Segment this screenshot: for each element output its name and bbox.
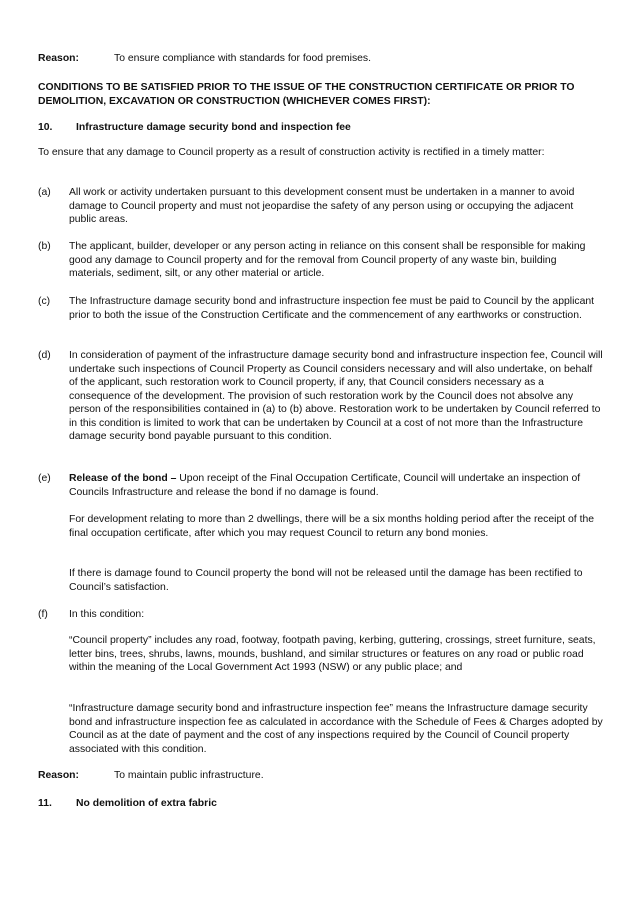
section-number: 10. — [38, 122, 53, 133]
section-10-heading — [38, 121, 603, 135]
release-of-bond-heading: Release of the bond – — [69, 473, 177, 484]
item-f-definition-council-property: “Council property” includes any road, footway, footpath paving, kerbing, guttering, crossings, street furniture, seats, letter bins, trees, shrubs, lawns, mounds, bushland, and similar structures or features on any road or public road within the meaning of the Local Government Act 1993 (NSW) or any public place; and — [69, 635, 596, 673]
item-text: The applicant, builder, developer or any person acting in reliance on this consent shall be responsible for making good any damage to Council property and for the removal from Council property of any waste bin, building materials, sediment, silt, or any other material or article. — [69, 241, 586, 279]
intro-paragraph: To ensure that any damage to Council property as a result of construction activity is rectified in a timely matter: — [38, 147, 545, 158]
condition-item-e — [38, 472, 603, 499]
reason-public-infrastructure — [38, 769, 603, 783]
reason-label: Reason: — [38, 53, 79, 64]
item-text — [69, 472, 603, 499]
section-11-heading — [38, 797, 603, 811]
item-text: In consideration of payment of the infrastructure damage security bond and infrastructure inspection fee, Council will undertake such inspections of Council Property as Council considers necessary and will also undertake, on behalf of the applicant, such restoration work to Council property, if any, that Council considers necessary as a consequence of the development. The provision of such restoration work by the Council does not absolve any person of the responsibilities contained in (a) to (b) above. Restoration work to be undertaken by Council referred to in this condition is limited to work that can be undertaken by Council at a cost of not more than the Infrastructure damage security bond payable pursuant to this condition. — [69, 350, 603, 442]
section-title: No demolition of extra fabric — [76, 798, 217, 809]
item-marker: (c) — [38, 296, 51, 307]
item-marker: (f) — [38, 609, 48, 620]
item-e-para-2: For development relating to more than 2 dwellings, there will be a six months holding period after the receipt of the final occupation certificate, after which you may request Council to return any bond monies. — [69, 514, 595, 539]
item-f-definition-security-bond: “Infrastructure damage security bond and infrastructure inspection fee” means the Infrastructure damage security bond and infrastructure inspection fee as calculated in accordance with the Schedule of Fees & Charges adopted by Council as at the date of payment and the cost of any inspections required by the Council of Council property associated with this condition. — [69, 703, 603, 755]
conditions-heading: CONDITIONS TO BE SATISFIED PRIOR TO THE ISSUE OF THE CONSTRUCTION CERTIFICATE OR PRIOR TO DEMOLITION, EXCAVATION OR CONSTRUCTION (WHICHEVER COMES FIRST): — [38, 82, 575, 107]
item-text: In this condition: — [69, 609, 145, 620]
reason-text: To ensure compliance with standards for food premises. — [114, 53, 372, 64]
release-of-bond-text: Upon receipt of the Final Occupation Certificate, Council will undertake an inspection of Councils Infrastructure and release the bond if no damage is found. — [69, 473, 581, 498]
section-title: Infrastructure damage security bond and inspection fee — [76, 122, 351, 133]
item-marker: (e) — [38, 473, 51, 484]
condition-item-c — [38, 295, 603, 322]
item-marker: (a) — [38, 187, 51, 198]
condition-item-f — [38, 608, 603, 622]
item-text: All work or activity undertaken pursuant to this development consent must be undertaken in a manner to avoid damage to Council property and must not jeopardise the safety of any person using or occupying the adjacent public areas. — [69, 187, 575, 225]
reason-label: Reason: — [38, 770, 79, 781]
reason-text: To maintain public infrastructure. — [114, 770, 264, 781]
item-marker: (d) — [38, 350, 51, 361]
item-e-para-3: If there is damage found to Council property the bond will not be released until the damage has been rectified to Council’s satisfaction. — [69, 568, 583, 593]
condition-item-d — [38, 349, 603, 444]
condition-item-b — [38, 240, 603, 281]
condition-item-a — [38, 186, 603, 227]
section-number: 11. — [38, 798, 52, 809]
item-marker: (b) — [38, 241, 51, 252]
item-text: The Infrastructure damage security bond and infrastructure inspection fee must be paid to Council by the applicant prior to both the issue of the Construction Certificate and the commencement of any earthworks or construction. — [69, 296, 595, 321]
reason-food-premises — [38, 52, 603, 66]
